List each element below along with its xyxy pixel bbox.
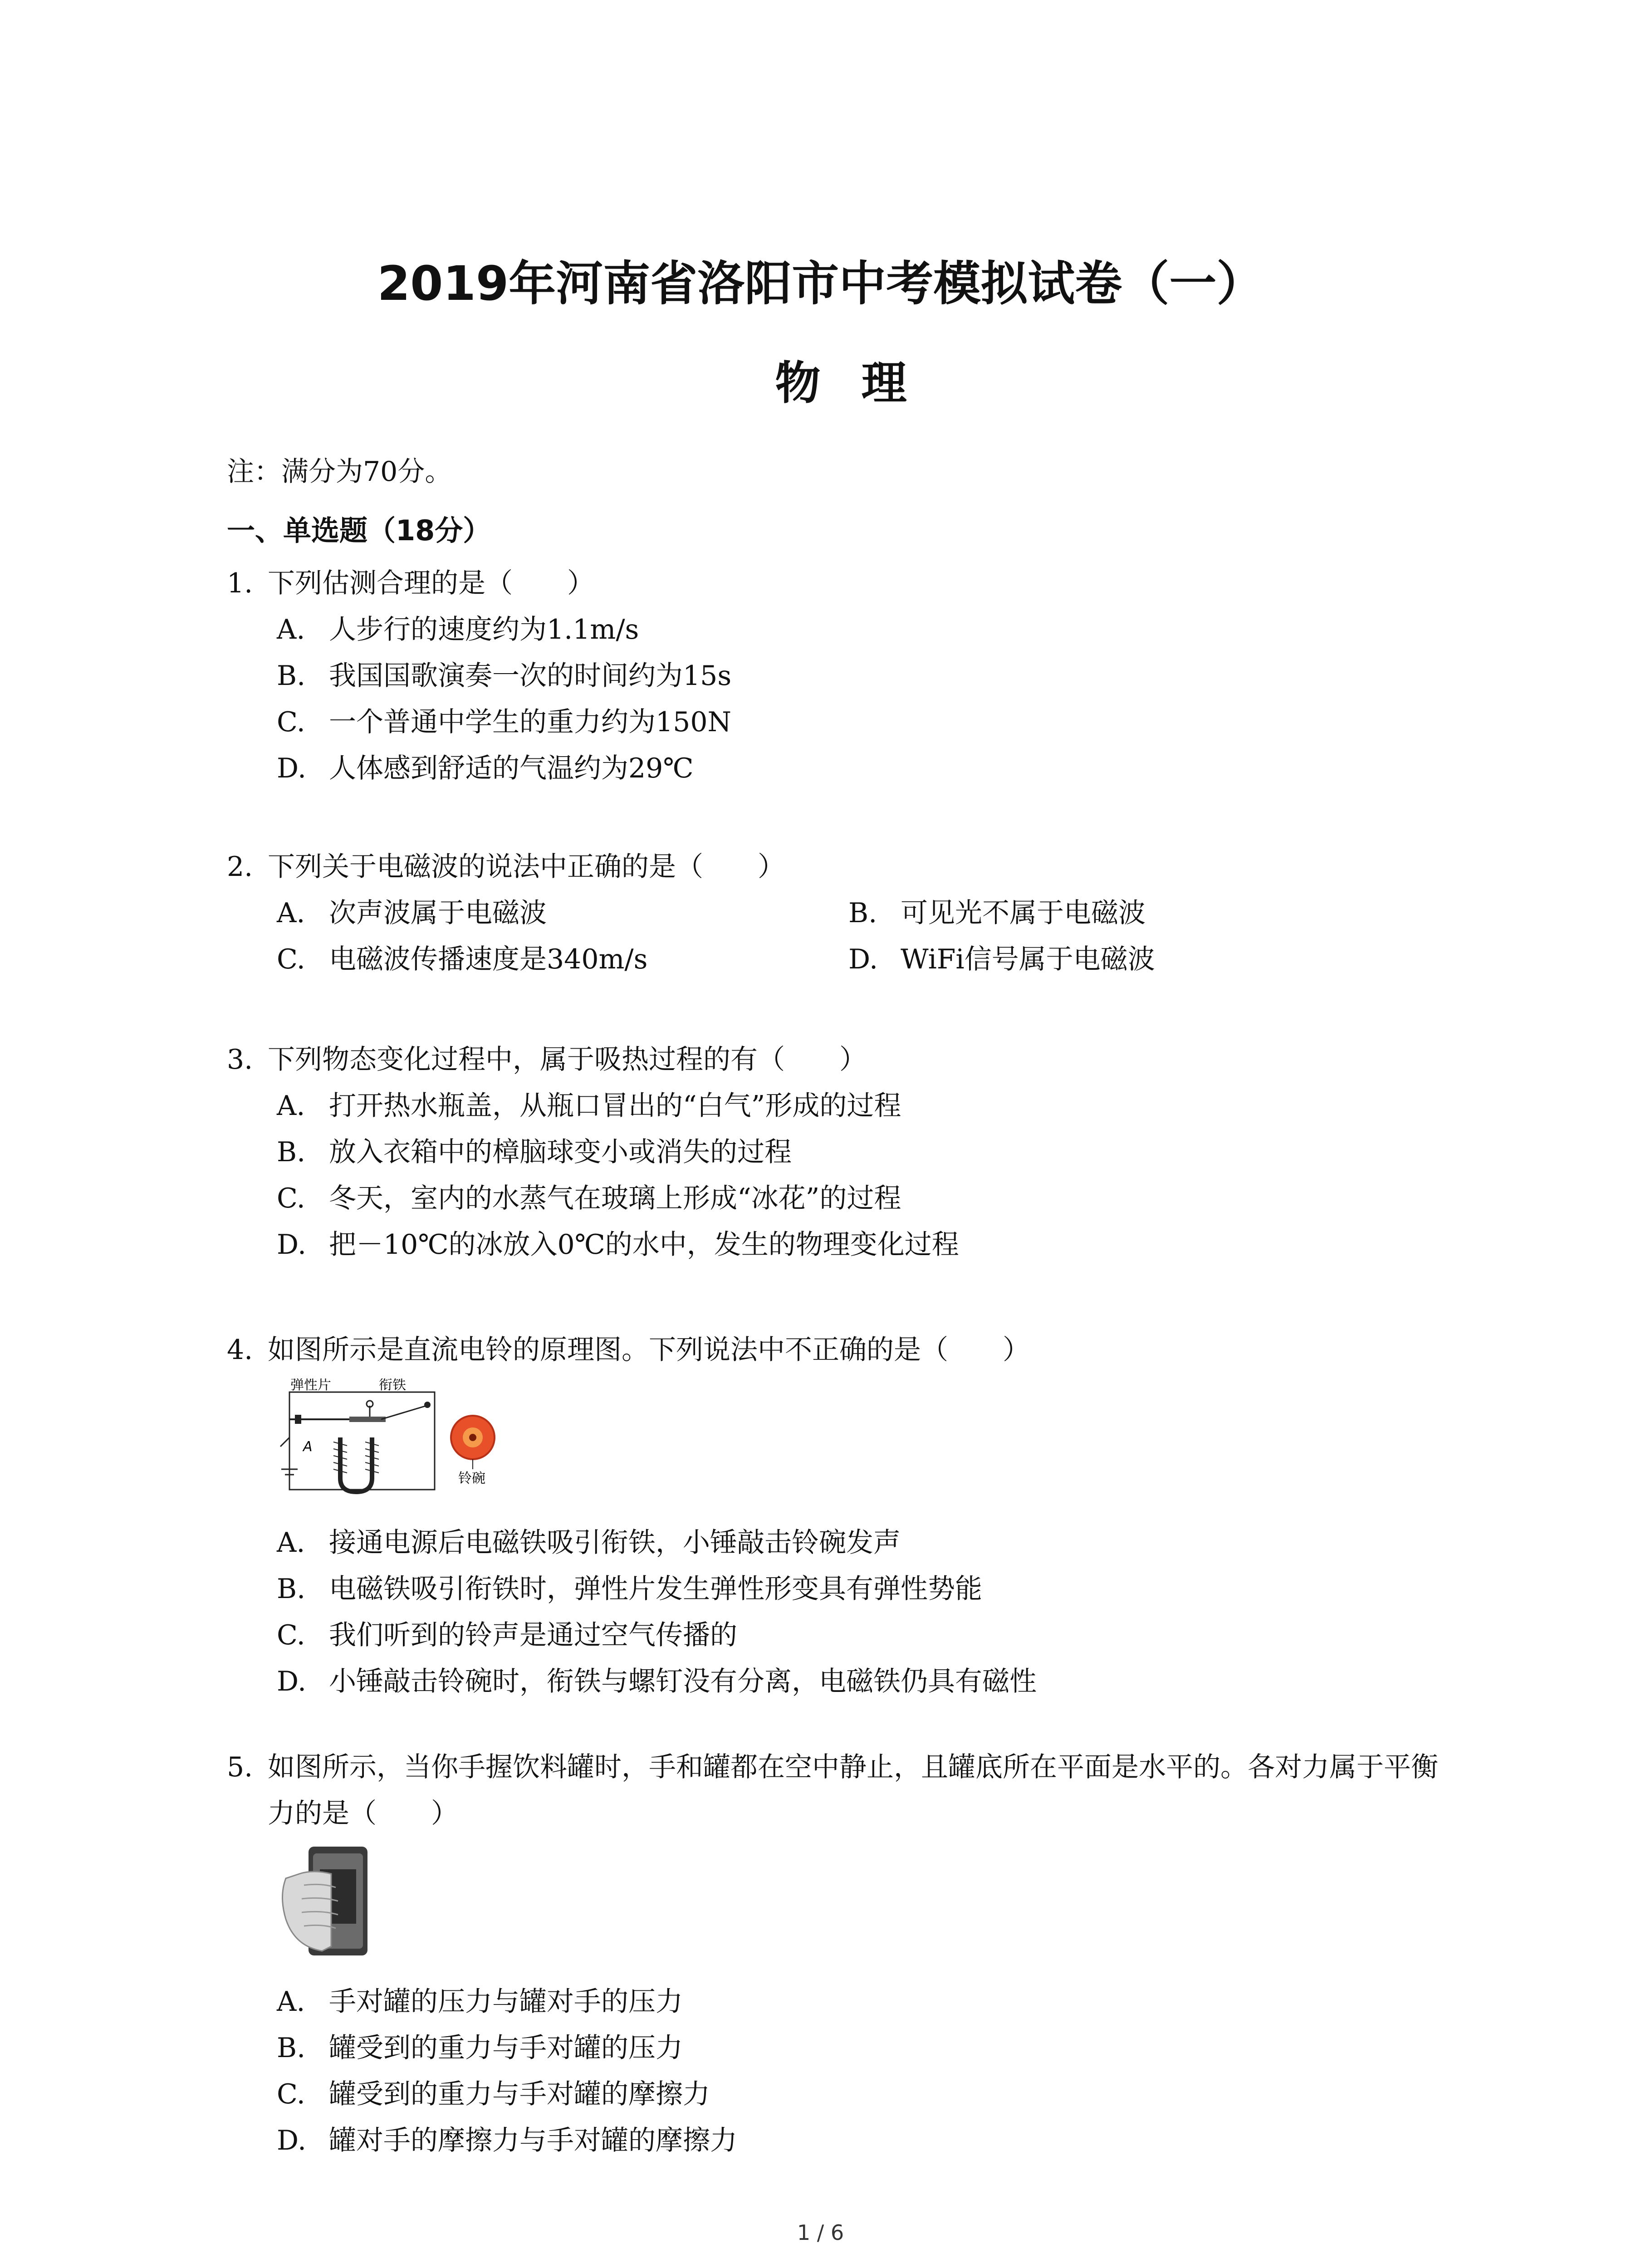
label-spring: 弹性片: [290, 1378, 331, 1393]
option-c: C. 冬天，室内的水蒸气在玻璃上形成“冰花”的过程: [277, 1183, 901, 1214]
question-stem: [227, 1744, 1452, 1837]
question-number: 5.: [227, 1751, 253, 1783]
hand-holding-can-image: [277, 1842, 377, 1960]
subject-title: 物理: [775, 357, 948, 410]
option-b: B. 罐受到的重力与手对罐的压力: [277, 2032, 683, 2064]
options-grid: [277, 890, 1452, 982]
exam-title: 2019年河南省洛阳市中考模拟试卷（一）: [377, 256, 1264, 311]
bell-circuit-figure: [277, 1378, 504, 1501]
section-heading: 一、单选题（18分）: [227, 514, 491, 547]
option-d: D. 把－10℃的冰放入0℃的水中，发生的物理变化过程: [277, 1229, 959, 1261]
option-c: C. 罐受到的重力与手对罐的摩擦力: [277, 2078, 710, 2110]
question-number: 4.: [227, 1334, 253, 1366]
question-number: 1.: [227, 567, 253, 599]
option-a: A. 手对罐的压力与罐对手的压力: [277, 1986, 683, 2018]
question-stem: [227, 844, 1452, 890]
label-bell-bowl: 铃碗: [458, 1471, 485, 1486]
question-stem: [227, 1036, 1452, 1083]
question-4: [227, 1327, 1452, 1705]
option-b: B. 可见光不属于电磁波: [848, 897, 1146, 929]
question-stem: [227, 1327, 1452, 1373]
option-d: D. WiFi信号属于电磁波: [848, 943, 1155, 975]
question-text: 下列关于电磁波的说法中正确的是（ ）: [268, 851, 785, 883]
question-number: 2.: [227, 851, 253, 883]
question-text: 如图所示，当你手握饮料罐时，手和罐都在空中静止，且罐底所在平面是水平的。各对力属于平衡力的是（ ）: [268, 1751, 1438, 1829]
option-c: C. 一个普通中学生的重力约为150N: [277, 706, 732, 738]
option-d: D. 小锤敲击铃碗时，衔铁与螺钉没有分离，电磁铁仍具有磁性: [277, 1666, 1037, 1697]
question-3: [227, 1036, 1452, 1268]
option-d: D. 罐对手的摩擦力与手对罐的摩擦力: [277, 2125, 737, 2156]
option-a: A. 接通电源后电磁铁吸引衔铁，小锤敲击铃碗发声: [277, 1527, 901, 1559]
question-number: 3.: [227, 1044, 253, 1075]
question-1: [227, 560, 1452, 792]
question-2: [227, 844, 1452, 982]
hand-can-photo: [277, 1842, 1452, 1974]
question-text: 下列估测合理的是（ ）: [268, 567, 594, 599]
option-a: A. 打开热水瓶盖，从瓶口冒出的“白气”形成的过程: [277, 1090, 901, 1122]
question-text: 如图所示是直流电铃的原理图。下列说法中不正确的是（ ）: [268, 1334, 1030, 1366]
score-note: 注：满分为70分。: [227, 456, 452, 488]
question-text: 下列物态变化过程中，属于吸热过程的有（ ）: [268, 1044, 867, 1075]
page-number: 1 / 6: [797, 2220, 844, 2245]
question-5: [227, 1744, 1452, 2164]
question-stem: [227, 560, 1452, 606]
option-d: D. 人体感到舒适的气温约为29℃: [277, 753, 694, 784]
label-armature: 衔铁: [379, 1378, 406, 1393]
label-a: A: [303, 1439, 313, 1455]
option-b: B. 电磁铁吸引衔铁时，弹性片发生弹性形变具有弹性势能: [277, 1573, 982, 1605]
option-c: C. 我们听到的铃声是通过空气传播的: [277, 1619, 737, 1651]
option-a: A. 人步行的速度约为1.1m/s: [277, 614, 639, 645]
option-b: B. 放入衣箱中的樟脑球变小或消失的过程: [277, 1136, 792, 1168]
option-a: A. 次声波属于电磁波: [277, 897, 547, 929]
option-b: B. 我国国歌演奏一次的时间约为15s: [277, 660, 732, 692]
option-c: C. 电磁波传播速度是340m/s: [277, 943, 648, 975]
electric-bell-diagram: [277, 1378, 1452, 1515]
